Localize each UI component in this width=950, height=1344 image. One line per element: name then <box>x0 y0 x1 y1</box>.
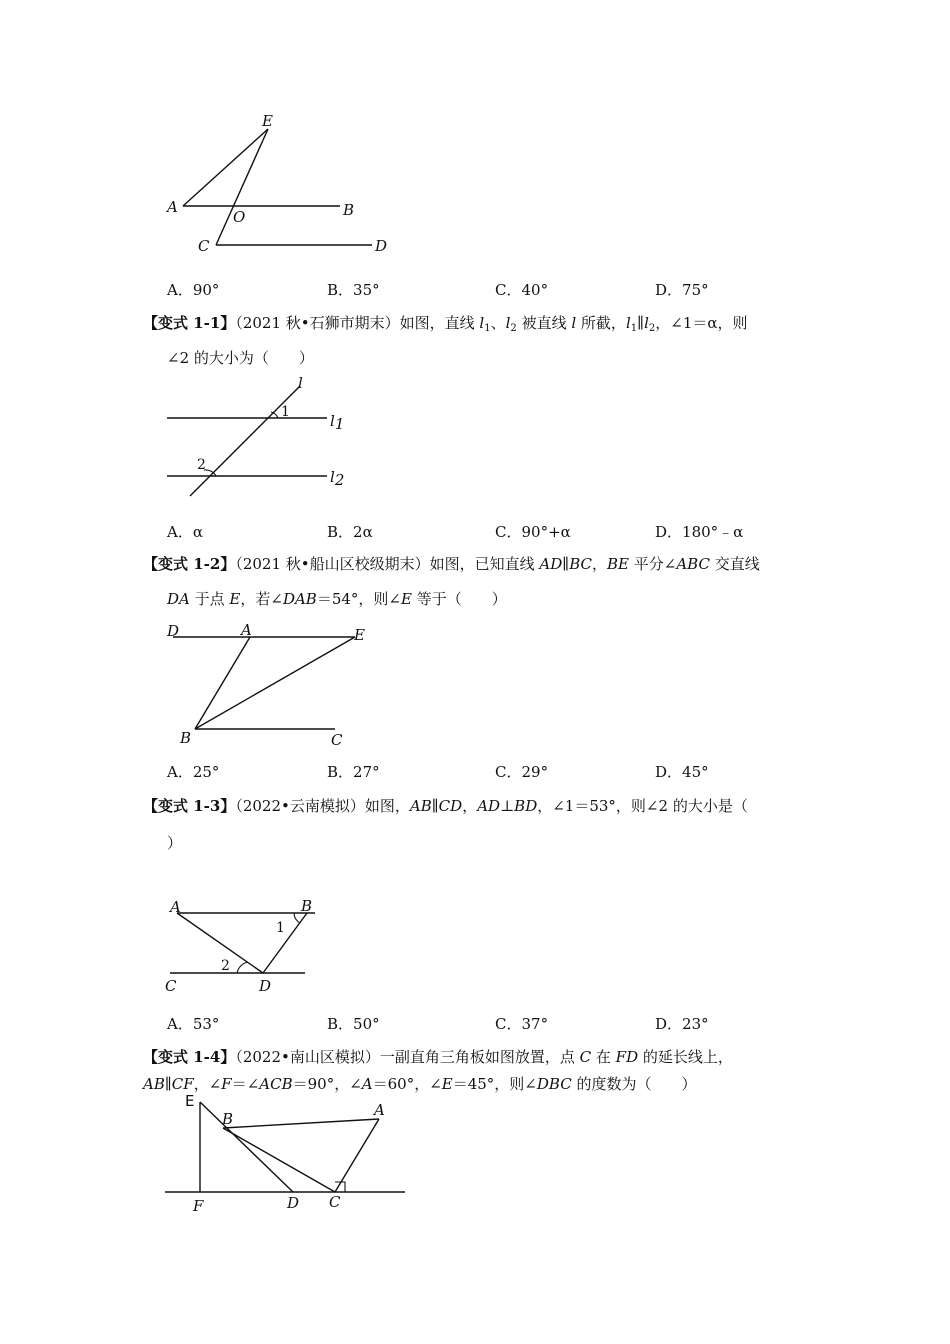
q0-option-a[interactable]: A．90° <box>167 281 220 299</box>
q1-tag: 【变式 1-1】 <box>143 314 236 332</box>
q2-var: DAB <box>282 590 317 608</box>
figure-perpendicular <box>155 890 325 1000</box>
label-d: D <box>259 977 272 995</box>
q3-text: ，∠1＝53°，则∠2 的大小是（ <box>537 797 748 815</box>
q2-var: E <box>400 590 412 608</box>
figure-set-squares <box>155 1090 415 1220</box>
q4-var: CF <box>171 1075 194 1093</box>
q1-text: 所截， <box>576 314 626 332</box>
q0-option-c[interactable]: C．40° <box>495 281 549 299</box>
label-a: A <box>167 198 178 216</box>
label-b: B <box>343 201 355 219</box>
q3-text: ， <box>462 797 478 815</box>
label-a: A <box>170 898 181 916</box>
q4-text: ＝45°，则∠ <box>452 1075 537 1093</box>
q4-text: ＝∠ <box>231 1075 260 1093</box>
q4-tag: 【变式 1-4】 <box>143 1048 236 1066</box>
q2-text: ＝54°，则∠ <box>316 590 401 608</box>
q3-text: 如图， <box>364 797 410 815</box>
q4-text: ＝60°，∠ <box>372 1075 442 1093</box>
q0-options <box>167 279 867 299</box>
q3-option-b[interactable]: B．50° <box>327 1015 380 1033</box>
q1-sub: 1 <box>484 323 491 334</box>
q4-text: 的延长线上， <box>638 1048 733 1066</box>
label-a: A <box>374 1101 385 1119</box>
q2-text: 等于（ ） <box>411 590 507 608</box>
q1-text: 如图，直线 <box>399 314 480 332</box>
angle-2-label: 2 <box>197 457 206 473</box>
q4-var: AB <box>143 1075 165 1093</box>
q2-text: 如图，已知直线 <box>429 555 540 573</box>
q3-var: AB <box>409 797 432 815</box>
q2-options <box>167 761 867 781</box>
q1-symbol: ∥ <box>637 314 645 332</box>
q3-symbol: ⊥ <box>500 797 515 815</box>
label-e: E <box>354 626 365 644</box>
label-c: C <box>165 977 177 995</box>
q2-option-d[interactable]: D．45° <box>655 763 709 781</box>
q4-var: F <box>221 1075 232 1093</box>
label-c: C <box>329 1193 341 1211</box>
q1-var: l <box>571 314 577 332</box>
q1-line2: ∠2 的大小为（ ） <box>167 349 314 367</box>
q2-symbol: ∥ <box>562 555 570 573</box>
label-o: O <box>233 208 246 226</box>
q4-var: E <box>441 1075 453 1093</box>
q1-source: （2021 秋•石狮市期末） <box>235 314 400 332</box>
q4-source: （2022•南山区模拟） <box>235 1048 380 1066</box>
angle-1-label: 1 <box>281 404 290 420</box>
q1-option-a[interactable]: A．α <box>167 523 203 541</box>
q4-var: FD <box>615 1048 639 1066</box>
angle-1-label: 1 <box>276 920 285 936</box>
q3-option-d[interactable]: D．23° <box>655 1015 709 1033</box>
figure-parallel-lines-transversal <box>155 376 375 501</box>
q1-text: 被直线 <box>516 314 572 332</box>
q1-sub: 1 <box>630 323 638 334</box>
q1-var: l <box>625 314 631 332</box>
label-a: A <box>241 621 252 639</box>
q4-text: ＝90°，∠ <box>292 1075 362 1093</box>
q3-tag: 【变式 1-3】 <box>143 797 236 815</box>
label-c: C <box>331 731 343 749</box>
q3-line1 <box>143 789 748 823</box>
q2-var: AD <box>539 555 563 573</box>
q2-var: E <box>229 590 241 608</box>
q2-var: BC <box>569 555 592 573</box>
q1-text: 、 <box>490 314 506 332</box>
q1-sub: 2 <box>510 323 517 334</box>
q4-var: A <box>361 1075 373 1093</box>
q1-line1 <box>143 306 748 340</box>
q3-var: BD <box>514 797 538 815</box>
q3-var: CD <box>438 797 463 815</box>
q1-option-d[interactable]: D．180°﹣α <box>655 523 744 541</box>
q2-text: ， <box>591 555 607 573</box>
q4-text: 在 <box>591 1048 616 1066</box>
q2-line2 <box>167 582 507 616</box>
q3-source: （2022•云南模拟） <box>235 797 365 815</box>
q2-option-a[interactable]: A．25° <box>167 763 220 781</box>
q3-var: AD <box>477 797 501 815</box>
q1-options <box>167 521 867 541</box>
q4-var: C <box>579 1048 592 1066</box>
q2-source: （2021 秋•船山区校级期末） <box>235 555 430 573</box>
figure-bisector <box>155 618 385 753</box>
q4-text: 一副直角三角板如图放置，点 <box>379 1048 580 1066</box>
label-l2: l2 <box>330 468 345 489</box>
q1-var: l <box>505 314 511 332</box>
q1-sub: 2 <box>648 323 656 334</box>
label-e: E <box>262 112 273 130</box>
label-l: l <box>298 374 303 392</box>
label-d: D <box>375 237 388 255</box>
q2-tag: 【变式 1-2】 <box>143 555 236 573</box>
q0-option-b[interactable]: B．35° <box>327 281 380 299</box>
q1-var: l <box>479 314 485 332</box>
q1-var: l <box>644 314 649 332</box>
q2-var: ABC <box>676 555 710 573</box>
q3-option-a[interactable]: A．53° <box>167 1015 220 1033</box>
q1-option-b[interactable]: B．2α <box>327 523 373 541</box>
q2-text: 于点 <box>189 590 230 608</box>
label-b: B <box>180 729 192 747</box>
q1-text: ，∠1＝α，则 <box>655 314 748 332</box>
q2-option-c[interactable]: C．29° <box>495 763 549 781</box>
q3-option-c[interactable]: C．37° <box>495 1015 549 1033</box>
label-d: D <box>287 1194 300 1212</box>
q1-option-c[interactable]: C．90°+α <box>495 523 571 541</box>
q3-options <box>167 1013 867 1033</box>
q4-symbol: ∥ <box>164 1075 172 1093</box>
figure-angle-aob <box>150 105 410 265</box>
q2-line1 <box>143 547 760 581</box>
q2-text: 平分∠ <box>628 555 677 573</box>
q2-var: DA <box>167 590 190 608</box>
q3-symbol: ∥ <box>431 797 439 815</box>
label-l1: l1 <box>330 412 345 433</box>
q2-var: BE <box>607 555 629 573</box>
label-d: D <box>167 622 180 640</box>
label-b: B <box>301 897 313 915</box>
q4-var: ACB <box>259 1075 293 1093</box>
label-c: C <box>198 237 210 255</box>
q2-text: ，若∠ <box>240 590 283 608</box>
q4-var: DBC <box>536 1075 572 1093</box>
angle-2-label: 2 <box>221 958 230 974</box>
q0-option-d[interactable]: D．75° <box>655 281 709 299</box>
q4-text: ，∠ <box>193 1075 222 1093</box>
q2-text: 交直线 <box>709 555 760 573</box>
q4-text: 的度数为（ ） <box>571 1075 697 1093</box>
q2-option-b[interactable]: B．27° <box>327 763 380 781</box>
label-b: B <box>222 1110 234 1128</box>
q3-line2: ） <box>167 834 183 852</box>
label-f: F <box>193 1197 204 1215</box>
label-e: E <box>185 1092 195 1110</box>
